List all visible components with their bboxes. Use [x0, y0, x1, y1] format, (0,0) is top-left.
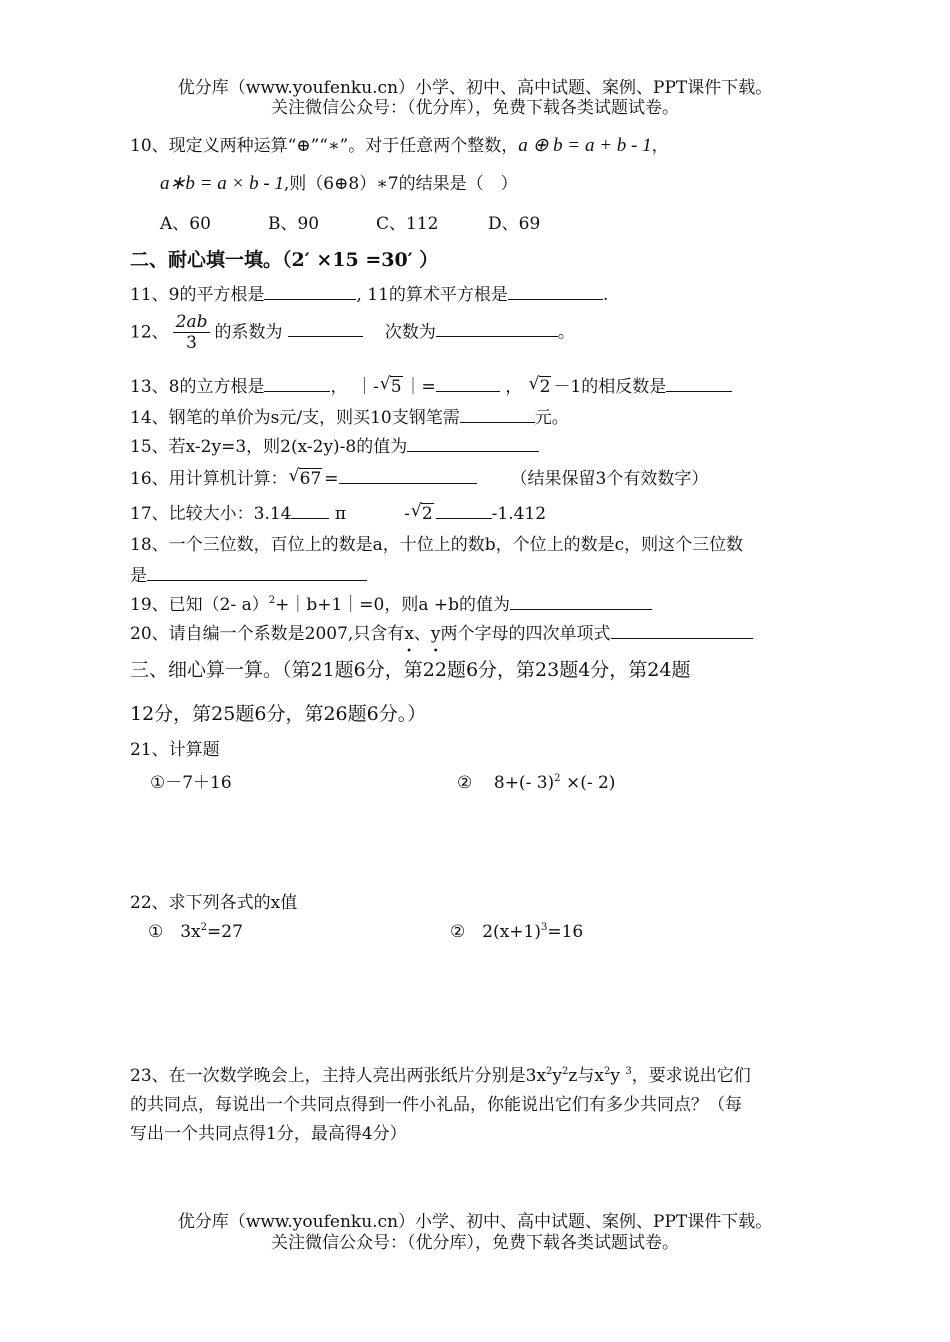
blank[interactable] [339, 467, 477, 484]
blank[interactable] [264, 375, 330, 392]
blank[interactable] [288, 320, 363, 337]
question-17: 17、比较大小：3.14 π -√ 2 -1.412 [130, 502, 546, 524]
question-10-line-2: a∗b = a × b - 1,则（6⊕8）∗7的结果是（ ） [160, 173, 518, 194]
question-21-part-1: ①－7＋16 [150, 773, 232, 793]
sqrt-2: √ 2 [530, 377, 552, 397]
blank[interactable] [508, 283, 603, 300]
fraction-2ab-over-3: $\frac{2ab}{3}$ [173, 312, 211, 354]
header-line-1: 优分库（www.youfenku.cn）小学、初中、高中试题、案例、PPT课件下载。 [177, 78, 773, 98]
sqrt-2: √ 2 [412, 504, 434, 524]
formula-oplus: a ⊕ b = a + b - 1 [518, 135, 652, 156]
blank[interactable] [436, 502, 492, 519]
question-22-title: 22、求下列各式的x值 [130, 893, 298, 913]
question-23-line-1: 23、在一次数学晚会上，主持人亮出两张纸片分别是$3x^2y^2z$与$x^2y$ $^3$，要求说出它们 [130, 1066, 751, 1086]
question-23-line-2: 的共同点，每说出一个共同点得到一件小礼品，你能说出它们有多少共同点？（每 [130, 1095, 742, 1115]
question-19: 19、已知（2- a）$^2$+｜b+1｜=0，则a +b的值为 [130, 593, 652, 615]
question-18-line-1: 18、一个三位数，百位上的数是a，十位上的数b，个位上的数是c，则这个三位数 [130, 535, 744, 555]
footer-line-1: 优分库（www.youfenku.cn）小学、初中、高中试题、案例、PPT课件下载。 [177, 1212, 773, 1232]
blank[interactable] [460, 406, 535, 423]
section-3-title-line-1: 三、细心算一算。（第21题6分，第22题6分，第23题4分，第24题 [130, 659, 691, 681]
footer-line-2: 关注微信公众号：（优分库），免费下载各类试题试卷。 [271, 1233, 679, 1253]
question-22-part-2: ② $2(x+1)^3=16$ [450, 922, 584, 942]
question-20: 20、请自编一个系数是2007,只含有x •、y •两个字母的四次单项式 [130, 622, 753, 644]
header-line-2: 关注微信公众号：（优分库），免费下载各类试题试卷。 [271, 98, 679, 118]
blank[interactable] [611, 622, 753, 639]
oplus-symbol: ⊕ [296, 136, 311, 156]
option-a: A、60 [160, 214, 211, 234]
blank[interactable] [407, 435, 539, 452]
section-3-title-line-2: 12分，第25题6分，第26题6分。） [130, 703, 427, 725]
sqrt-5: √ 5 [381, 377, 403, 397]
blank[interactable] [436, 375, 500, 392]
blank[interactable] [436, 320, 558, 337]
question-12: 12、 $\frac{2ab}{3}$ 的系数为 次数为 。 [130, 312, 575, 354]
question-18-line-2: 是 [130, 564, 367, 586]
question-23-line-3: 写出一个共同点得1分，最高得4分） [130, 1124, 407, 1144]
question-14: 14、钢笔的单价为s元/支，则买10支钢笔需 元。 [130, 408, 569, 428]
blank[interactable] [147, 564, 367, 581]
blank[interactable] [666, 375, 732, 392]
question-15: 15、若x-2y=3，则2(x-2y)-8的值为 [130, 435, 539, 457]
question-13: 13、8的立方根是 ， ｜-√ 5 ｜= ， √ 2 －1的相反数是 [130, 375, 732, 397]
question-21-part-2: ② 8+(- 3)$^2$ ×(- 2) [457, 773, 616, 793]
blank[interactable] [291, 502, 329, 519]
question-21-title: 21、计算题 [130, 740, 220, 760]
formula-star: a∗b = a × b - 1 [160, 173, 284, 194]
option-d: D、69 [488, 214, 541, 234]
star-symbol: ∗ [327, 136, 340, 156]
question-22-part-1: ① $3x^2=27$ [148, 922, 243, 942]
option-c: C、112 [376, 214, 439, 234]
question-10-options [160, 214, 540, 234]
blank[interactable] [510, 593, 652, 610]
option-b: B、90 [268, 214, 320, 234]
question-10-line-1: 10、现定义两种运算“⊕”“∗”。对于任意两个整数，a ⊕ b = a + b - 1， [130, 135, 669, 156]
question-11: 11、9的平方根是 , 11的算术平方根是 . [130, 285, 609, 305]
blank[interactable] [264, 283, 356, 300]
section-2-title: 二、耐心填一填。（2′ ×15 =30′ ） [130, 249, 439, 271]
question-16: 16、用计算机计算：√ 67 = （结果保留3个有效数字） [130, 467, 708, 489]
sqrt-67: √ 67 [290, 469, 323, 489]
